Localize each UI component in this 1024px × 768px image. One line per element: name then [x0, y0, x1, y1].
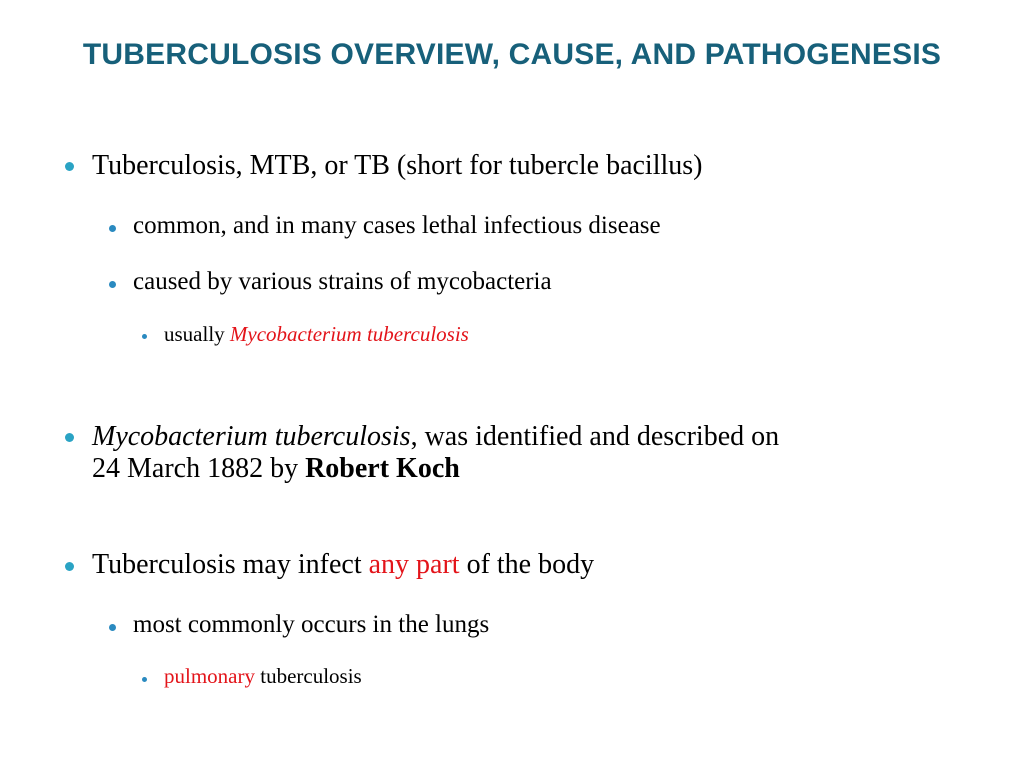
bullet-level2-icon	[109, 624, 116, 631]
slide-title: TUBERCULOSIS OVERVIEW, CAUSE, AND PATHOGENESIS	[82, 38, 942, 71]
any-part-highlight: any part	[368, 549, 460, 580]
species-name: Mycobacterium tuberculosis	[92, 421, 411, 452]
bullet-lungs: most commonly occurs in the lungs	[133, 611, 490, 638]
bullet-level1-icon	[65, 433, 74, 442]
bullet-pulmonary: pulmonary tuberculosis	[164, 664, 362, 688]
bullet-level2-icon	[109, 281, 116, 288]
robert-koch-name: Robert Koch	[305, 453, 460, 484]
bullet-caused-by: caused by various strains of mycobacteria	[133, 268, 552, 295]
pulmonary-highlight: pulmonary	[164, 664, 255, 688]
bullet-identification: Mycobacterium tuberculosis, was identified and described on 24 March 1882 by Robert Koch	[92, 421, 780, 484]
species-name-highlight: Mycobacterium tuberculosis	[229, 322, 469, 346]
bullet-level3-icon	[142, 677, 147, 682]
bullet-level2-icon	[109, 225, 116, 232]
bullet-tuberculosis-definition: Tuberculosis, MTB, or TB (short for tubercle bacillus)	[92, 150, 703, 181]
bullet-level3-icon	[142, 334, 147, 339]
bullet-usually-mtb: usually Mycobacterium tuberculosis	[164, 322, 469, 346]
bullet-level1-icon	[65, 162, 74, 171]
bullet-level1-icon	[65, 562, 74, 571]
bullet-any-part: Tuberculosis may infect any part of the body	[92, 549, 595, 580]
bullet-common-lethal: common, and in many cases lethal infectious disease	[133, 212, 661, 239]
